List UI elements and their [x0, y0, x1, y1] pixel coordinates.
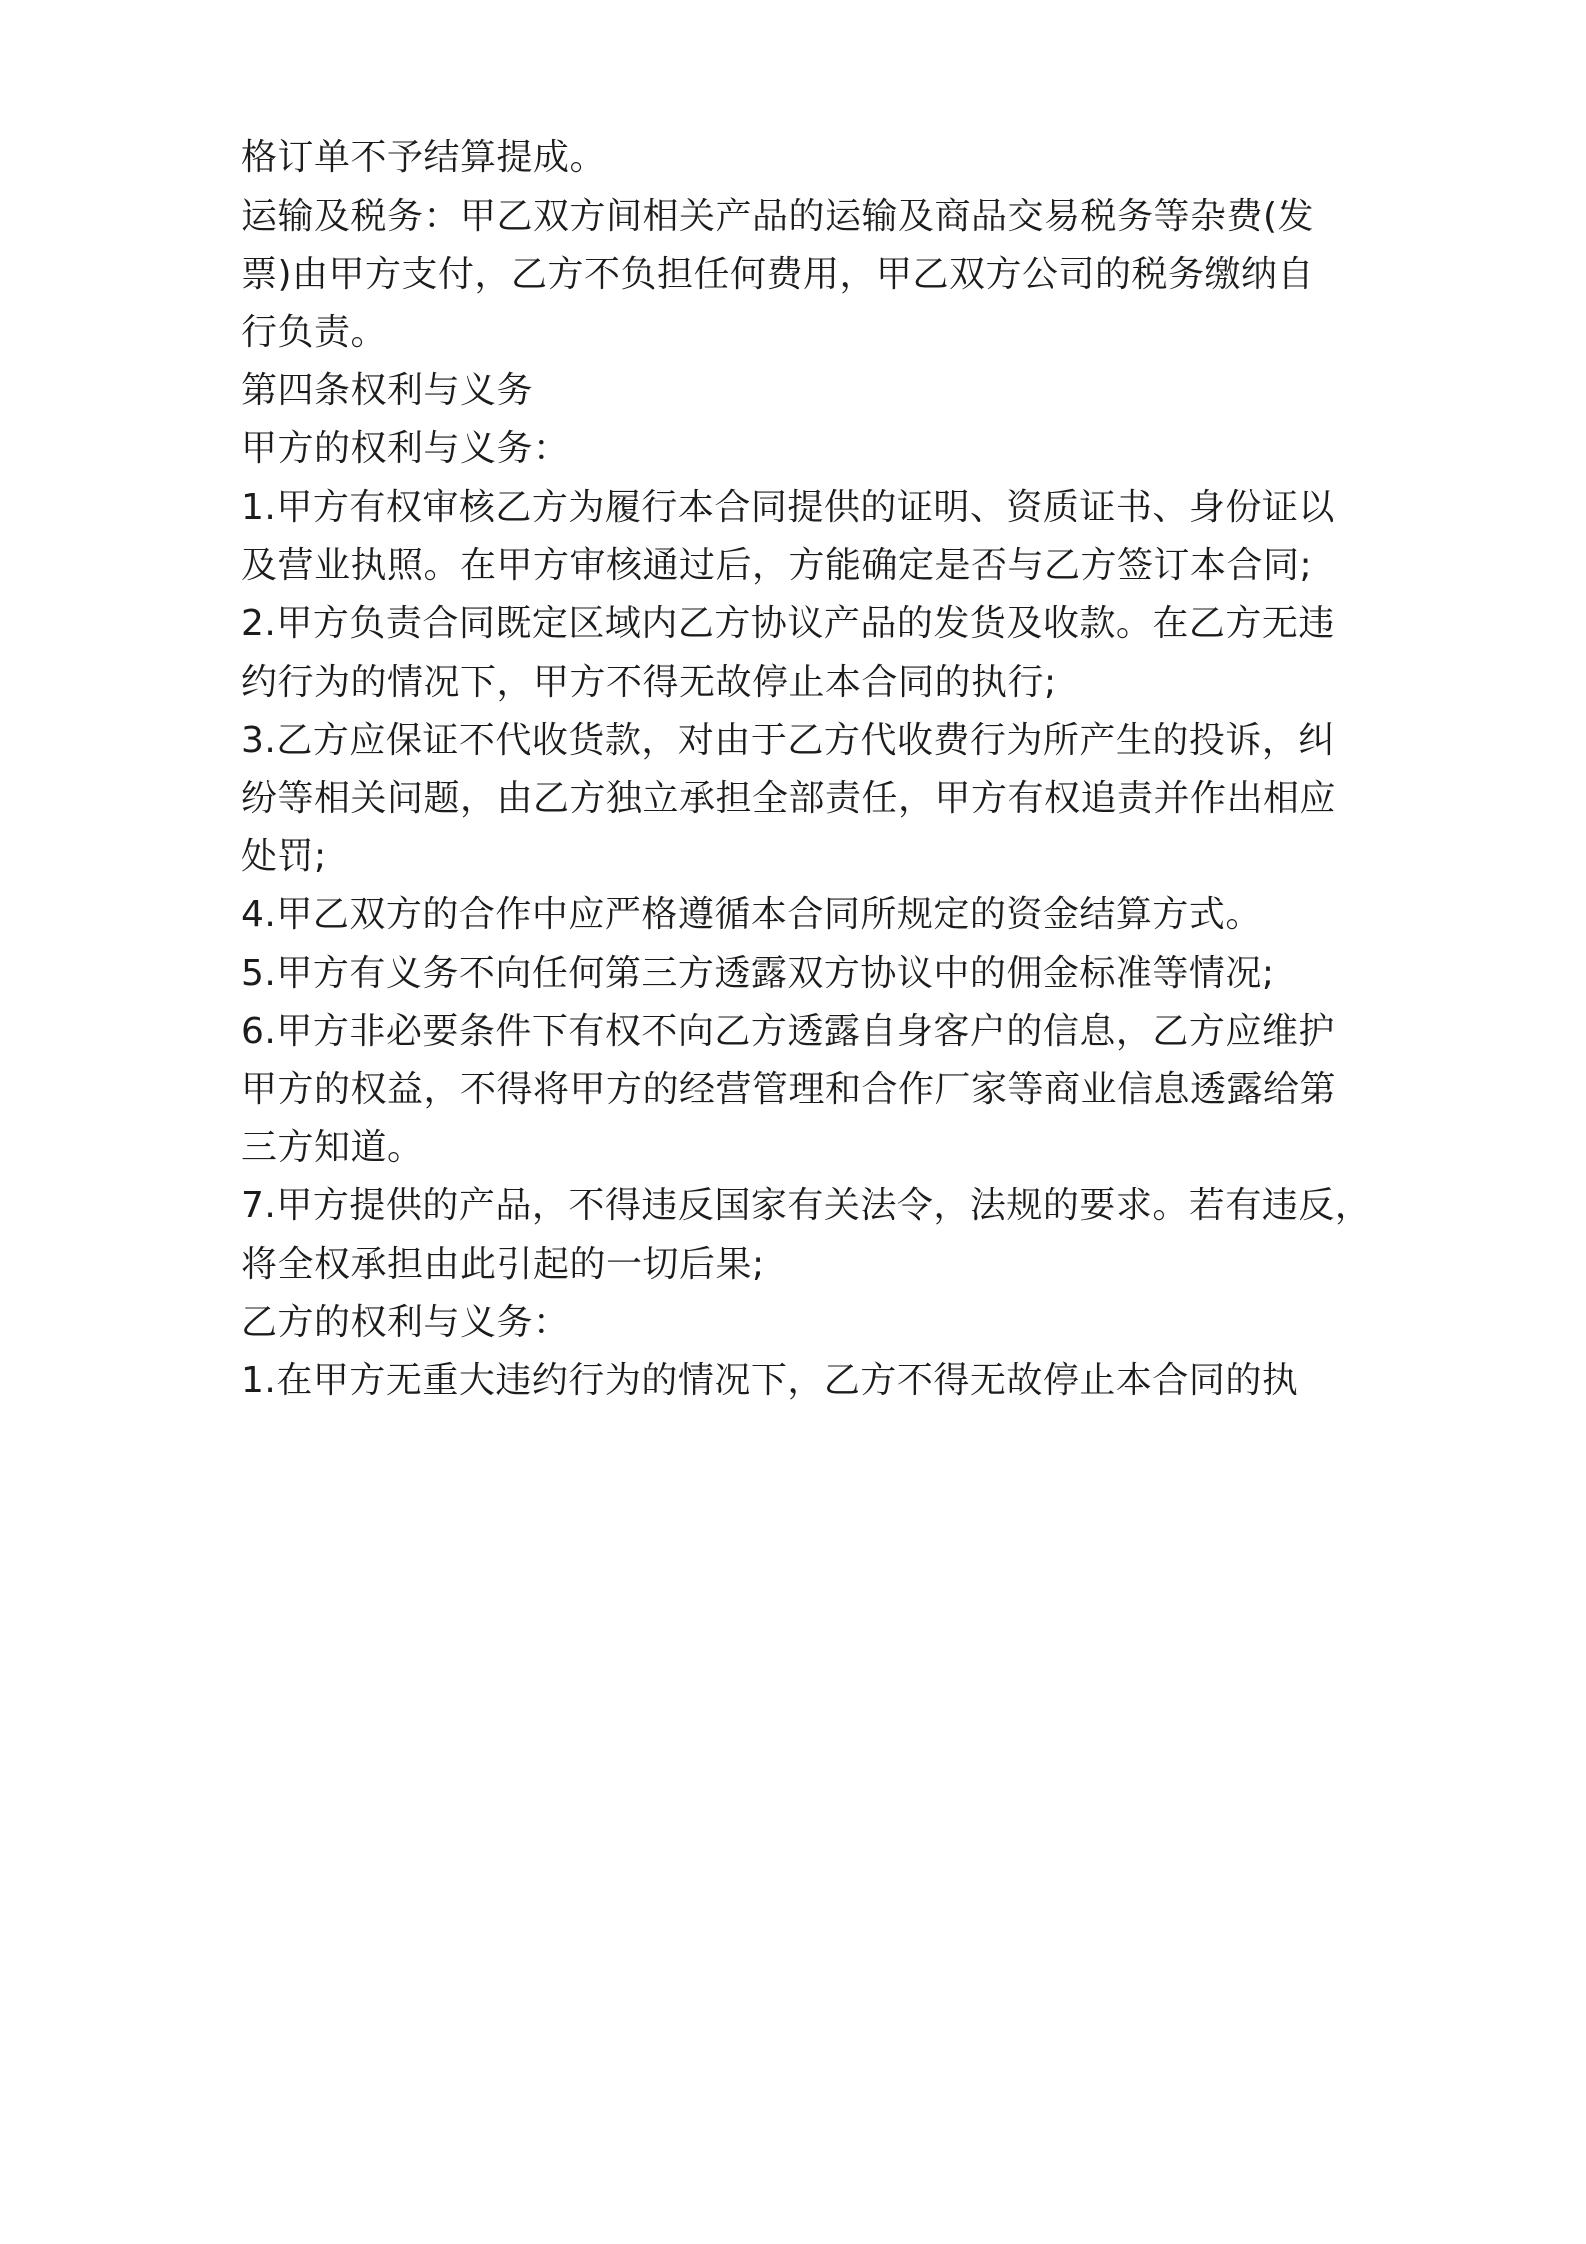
text-line: 票)由甲方支付，乙方不负担任何费用，甲乙双方公司的税务缴纳自 [241, 254, 1315, 295]
text-line: 三方知道。 [241, 1127, 424, 1168]
text-line: 2.甲方负责合同既定区域内乙方协议产品的发货及收款。在乙方无违 [241, 603, 1335, 644]
text-line: 3.乙方应保证不代收货款，对由于乙方代收费行为所产生的投诉，纠 [241, 720, 1335, 761]
text-line: 约行为的情况下，甲方不得无故停止本合同的执行; [241, 662, 1057, 703]
text-line: 甲方的权益，不得将甲方的经营管理和合作厂家等商业信息透露给第 [241, 1069, 1337, 1110]
text-line: 处罚; [241, 836, 327, 877]
text-line: 运输及税务：甲乙双方间相关产品的运输及商品交易税务等杂费(发 [241, 196, 1315, 237]
text-line: 1.在甲方无重大违约行为的情况下，乙方不得无故停止本合同的执 [241, 1360, 1299, 1401]
section-heading: 第四条权利与义务 [241, 370, 534, 411]
text-line: 行负责。 [241, 312, 388, 353]
subsection-heading: 乙方的权利与义务： [241, 1302, 570, 1343]
text-line: 将全权承担由此引起的一切后果; [241, 1244, 765, 1285]
text-line: 格订单不予结算提成。 [241, 137, 607, 178]
text-line: 及营业执照。在甲方审核通过后，方能确定是否与乙方签订本合同; [241, 545, 1313, 586]
text-line: 4.甲乙双方的合作中应严格遵循本合同所规定的资金结算方式。 [241, 894, 1262, 935]
text-line: 5.甲方有义务不向任何第三方透露双方协议中的佣金标准等情况; [241, 953, 1275, 994]
text-line: 纷等相关问题，由乙方独立承担全部责任，甲方有权追责并作出相应 [241, 778, 1337, 819]
text-line: 7.甲方提供的产品，不得违反国家有关法令，法规的要求。若有违反， [241, 1185, 1372, 1226]
text-line: 1.甲方有权审核乙方为履行本合同提供的证明、资质证书、身份证以 [241, 487, 1335, 528]
subsection-heading: 甲方的权利与义务： [241, 428, 570, 469]
text-line: 6.甲方非必要条件下有权不向乙方透露自身客户的信息，乙方应维护 [241, 1011, 1335, 1052]
